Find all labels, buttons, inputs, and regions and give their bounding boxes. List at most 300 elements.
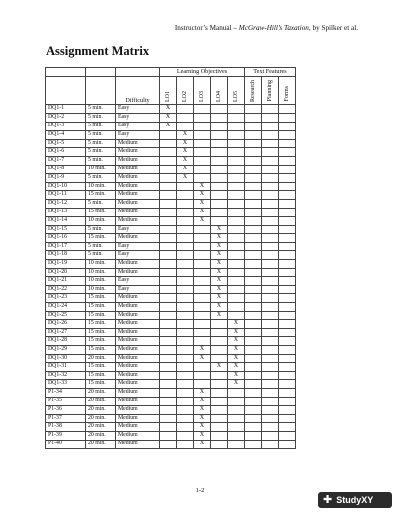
- time-cell: 5 min.: [86, 242, 116, 251]
- table-row: [46, 131, 296, 140]
- column-header-row: [46, 76, 296, 105]
- page-header: [175, 24, 358, 32]
- time-cell: 5 min.: [86, 148, 116, 157]
- difficulty-cell: Easy: [116, 251, 160, 260]
- time-cell: 10 min.: [86, 277, 116, 286]
- lo4-cell: [211, 328, 228, 337]
- forms-header: Forms: [279, 76, 296, 105]
- table-row: [46, 105, 296, 114]
- problem-id-cell: DQ1-15: [46, 225, 86, 234]
- research-cell: [245, 423, 262, 432]
- problem-id-cell: DQ1-31: [46, 363, 86, 372]
- planning-cell: [262, 423, 279, 432]
- research-cell: [245, 131, 262, 140]
- lo5-cell: [228, 113, 245, 122]
- forms-cell: [279, 113, 296, 122]
- lo1-cell: [160, 165, 177, 174]
- time-cell: 20 min.: [86, 388, 116, 397]
- lo4-cell: [211, 165, 228, 174]
- lo4-cell: [211, 380, 228, 389]
- lo2-cell: [177, 440, 194, 449]
- lo3-cell: X: [194, 199, 211, 208]
- forms-cell: [279, 277, 296, 286]
- lo3-cell: X: [194, 406, 211, 415]
- lo2-cell: [177, 208, 194, 217]
- lo3-header: LO3: [194, 76, 211, 105]
- difficulty-cell: Medium: [116, 363, 160, 372]
- lo2-cell: [177, 242, 194, 251]
- research-cell: [245, 431, 262, 440]
- table-row: [46, 217, 296, 226]
- difficulty-cell: Medium: [116, 423, 160, 432]
- lo1-cell: [160, 406, 177, 415]
- difficulty-cell: Medium: [116, 431, 160, 440]
- research-cell: [245, 440, 262, 449]
- planning-cell: [262, 285, 279, 294]
- research-cell: [245, 414, 262, 423]
- problem-id-cell: DQ1-17: [46, 242, 86, 251]
- time-cell: 20 min.: [86, 423, 116, 432]
- research-cell: [245, 113, 262, 122]
- research-cell: [245, 139, 262, 148]
- forms-cell: [279, 285, 296, 294]
- lo2-cell: [177, 406, 194, 415]
- lo5-cell: [228, 423, 245, 432]
- lo2-cell: [177, 320, 194, 329]
- lo4-cell: X: [211, 311, 228, 320]
- lo2-cell: [177, 354, 194, 363]
- lo2-cell: X: [177, 148, 194, 157]
- lo2-cell: [177, 217, 194, 226]
- research-cell: [245, 285, 262, 294]
- forms-cell: [279, 328, 296, 337]
- time-cell: 5 min.: [86, 251, 116, 260]
- time-cell: 10 min.: [86, 182, 116, 191]
- lo1-cell: [160, 139, 177, 148]
- problem-id-cell: DQ1-29: [46, 346, 86, 355]
- lo5-cell: [228, 191, 245, 200]
- planning-cell: [262, 406, 279, 415]
- lo3-cell: [194, 156, 211, 165]
- lo2-cell: [177, 260, 194, 269]
- lo3-cell: [194, 337, 211, 346]
- lo2-cell: X: [177, 131, 194, 140]
- lo3-cell: [194, 139, 211, 148]
- lo2-cell: [177, 423, 194, 432]
- time-cell: 15 min.: [86, 294, 116, 303]
- problem-id-cell: DQ1-22: [46, 285, 86, 294]
- lo4-cell: X: [211, 242, 228, 251]
- table-row: [46, 174, 296, 183]
- lo2-cell: [177, 431, 194, 440]
- lo2-cell: [177, 337, 194, 346]
- forms-cell: [279, 165, 296, 174]
- problem-id-cell: DQ1-24: [46, 303, 86, 312]
- planning-cell: [262, 354, 279, 363]
- problem-id-cell: DQ1-16: [46, 234, 86, 243]
- table-row: [46, 346, 296, 355]
- lo2-cell: [177, 346, 194, 355]
- time-cell: 5 min.: [86, 105, 116, 114]
- planning-cell: [262, 311, 279, 320]
- difficulty-cell: Medium: [116, 406, 160, 415]
- lo3-cell: [194, 105, 211, 114]
- lo1-cell: [160, 199, 177, 208]
- forms-cell: [279, 423, 296, 432]
- table-row: [46, 260, 296, 269]
- lo3-cell: [194, 251, 211, 260]
- problem-id-cell: DQ1-32: [46, 371, 86, 380]
- lo2-cell: [177, 277, 194, 286]
- difficulty-cell: Medium: [116, 268, 160, 277]
- problem-id-cell: DQ1-2: [46, 113, 86, 122]
- planning-cell: [262, 380, 279, 389]
- lo1-cell: [160, 251, 177, 260]
- difficulty-cell: Medium: [116, 380, 160, 389]
- time-cell: 15 min.: [86, 234, 116, 243]
- lo1-cell: [160, 131, 177, 140]
- lo4-cell: [211, 122, 228, 131]
- lo3-cell: X: [194, 354, 211, 363]
- matrix-body: [46, 105, 296, 449]
- lo1-cell: [160, 208, 177, 217]
- table-row: [46, 277, 296, 286]
- lo5-cell: [228, 388, 245, 397]
- lo5-cell: [228, 277, 245, 286]
- forms-cell: [279, 105, 296, 114]
- difficulty-cell: Medium: [116, 303, 160, 312]
- lo3-cell: [194, 311, 211, 320]
- lo1-cell: [160, 156, 177, 165]
- time-cell: 10 min.: [86, 285, 116, 294]
- lo3-cell: [194, 113, 211, 122]
- lo2-cell: [177, 328, 194, 337]
- lo5-cell: [228, 225, 245, 234]
- research-cell: [245, 217, 262, 226]
- lo4-cell: [211, 174, 228, 183]
- planning-cell: [262, 174, 279, 183]
- planning-cell: [262, 251, 279, 260]
- planning-cell: [262, 363, 279, 372]
- research-cell: [245, 346, 262, 355]
- lo1-cell: X: [160, 105, 177, 114]
- lo1-cell: [160, 320, 177, 329]
- forms-cell: [279, 311, 296, 320]
- page-title: Assignment Matrix: [46, 44, 150, 58]
- problem-id-cell: DQ1-7: [46, 156, 86, 165]
- time-cell: 5 min.: [86, 113, 116, 122]
- planning-cell: [262, 165, 279, 174]
- lo4-cell: [211, 139, 228, 148]
- difficulty-cell: Medium: [116, 174, 160, 183]
- planning-cell: [262, 122, 279, 131]
- lo5-cell: [228, 397, 245, 406]
- difficulty-cell: Medium: [116, 440, 160, 449]
- lo2-cell: [177, 251, 194, 260]
- lo3-cell: [194, 131, 211, 140]
- assignment-matrix-table: [45, 67, 296, 449]
- forms-cell: [279, 380, 296, 389]
- research-cell: [245, 328, 262, 337]
- table-row: [46, 242, 296, 251]
- lo1-cell: [160, 431, 177, 440]
- lo3-cell: X: [194, 182, 211, 191]
- lo2-cell: [177, 380, 194, 389]
- lo4-cell: [211, 320, 228, 329]
- lo1-cell: X: [160, 122, 177, 131]
- problem-id-cell: DQ1-10: [46, 182, 86, 191]
- table-row: [46, 294, 296, 303]
- lo3-cell: [194, 268, 211, 277]
- lo4-cell: X: [211, 251, 228, 260]
- lo3-cell: X: [194, 440, 211, 449]
- lo4-cell: [211, 199, 228, 208]
- lo1-cell: [160, 423, 177, 432]
- difficulty-cell: Easy: [116, 105, 160, 114]
- lo4-cell: [211, 431, 228, 440]
- forms-cell: [279, 397, 296, 406]
- lo1-cell: [160, 388, 177, 397]
- problem-id-cell: DQ1-23: [46, 294, 86, 303]
- problem-id-cell: P1-36: [46, 406, 86, 415]
- research-cell: [245, 174, 262, 183]
- lo4-cell: [211, 217, 228, 226]
- planning-cell: [262, 397, 279, 406]
- forms-cell: [279, 182, 296, 191]
- lo1-cell: [160, 191, 177, 200]
- lo1-cell: [160, 303, 177, 312]
- lo1-cell: [160, 234, 177, 243]
- header-suffix: by Spilker et al.: [310, 24, 358, 32]
- difficulty-cell: Medium: [116, 148, 160, 157]
- lo3-cell: [194, 320, 211, 329]
- table-row: [46, 303, 296, 312]
- table-row: [46, 337, 296, 346]
- forms-cell: [279, 225, 296, 234]
- lo1-cell: [160, 225, 177, 234]
- problem-id-cell: DQ1-13: [46, 208, 86, 217]
- research-cell: [245, 397, 262, 406]
- lo4-cell: X: [211, 268, 228, 277]
- lo5-cell: [228, 165, 245, 174]
- lo1-cell: [160, 285, 177, 294]
- lo3-cell: X: [194, 191, 211, 200]
- blank-cell: [86, 68, 116, 77]
- time-cell: 15 min.: [86, 346, 116, 355]
- planning-cell: [262, 191, 279, 200]
- forms-cell: [279, 148, 296, 157]
- time-cell: 5 min.: [86, 156, 116, 165]
- lo1-cell: [160, 337, 177, 346]
- lo1-cell: [160, 397, 177, 406]
- lo5-cell: [228, 285, 245, 294]
- lo5-cell: [228, 294, 245, 303]
- planning-header: Planning: [262, 76, 279, 105]
- table-row: [46, 388, 296, 397]
- text-features-header: Text Features: [245, 68, 296, 77]
- difficulty-cell: Easy: [116, 285, 160, 294]
- planning-cell: [262, 234, 279, 243]
- table-row: [46, 440, 296, 449]
- forms-cell: [279, 208, 296, 217]
- time-cell: 5 min.: [86, 122, 116, 131]
- difficulty-cell: Medium: [116, 234, 160, 243]
- research-cell: [245, 191, 262, 200]
- planning-cell: [262, 242, 279, 251]
- lo1-cell: [160, 371, 177, 380]
- planning-cell: [262, 440, 279, 449]
- header-prefix: Instructor’s Manual –: [174, 24, 239, 32]
- lo1-cell: [160, 311, 177, 320]
- studyxy-logo: [318, 492, 392, 508]
- time-cell: 5 min.: [86, 199, 116, 208]
- lo4-cell: X: [211, 363, 228, 372]
- problem-id-cell: DQ1-27: [46, 328, 86, 337]
- difficulty-cell: Medium: [116, 337, 160, 346]
- problem-id-cell: DQ1-33: [46, 380, 86, 389]
- time-cell: 20 min.: [86, 414, 116, 423]
- forms-cell: [279, 406, 296, 415]
- planning-cell: [262, 148, 279, 157]
- table-row: [46, 182, 296, 191]
- difficulty-cell: Medium: [116, 260, 160, 269]
- forms-cell: [279, 174, 296, 183]
- planning-cell: [262, 371, 279, 380]
- lo3-cell: X: [194, 346, 211, 355]
- forms-cell: [279, 294, 296, 303]
- table-row: [46, 328, 296, 337]
- planning-cell: [262, 208, 279, 217]
- forms-cell: [279, 139, 296, 148]
- lo5-cell: [228, 431, 245, 440]
- planning-cell: [262, 294, 279, 303]
- lo2-cell: [177, 285, 194, 294]
- time-cell: 15 min.: [86, 371, 116, 380]
- time-cell: 15 min.: [86, 320, 116, 329]
- planning-cell: [262, 337, 279, 346]
- lo1-cell: [160, 174, 177, 183]
- lo2-cell: X: [177, 165, 194, 174]
- lo2-cell: [177, 303, 194, 312]
- lo1-header: LO1: [160, 76, 177, 105]
- difficulty-cell: Easy: [116, 242, 160, 251]
- table-row: [46, 320, 296, 329]
- lo5-cell: X: [228, 380, 245, 389]
- time-cell: 20 min.: [86, 431, 116, 440]
- time-cell: 20 min.: [86, 354, 116, 363]
- difficulty-cell: Easy: [116, 113, 160, 122]
- problem-id-cell: DQ1-3: [46, 122, 86, 131]
- table-row: [46, 354, 296, 363]
- problem-id-cell: DQ1-4: [46, 131, 86, 140]
- lo4-cell: [211, 371, 228, 380]
- lo4-cell: [211, 354, 228, 363]
- lo4-cell: X: [211, 234, 228, 243]
- table-row: [46, 199, 296, 208]
- table-row: [46, 225, 296, 234]
- forms-cell: [279, 234, 296, 243]
- forms-cell: [279, 346, 296, 355]
- lo2-cell: [177, 414, 194, 423]
- problem-id-cell: DQ1-19: [46, 260, 86, 269]
- planning-cell: [262, 346, 279, 355]
- table-row: [46, 165, 296, 174]
- lo4-cell: X: [211, 260, 228, 269]
- planning-cell: [262, 388, 279, 397]
- lo5-cell: [228, 217, 245, 226]
- difficulty-cell: Medium: [116, 354, 160, 363]
- difficulty-cell: Easy: [116, 225, 160, 234]
- lo1-cell: [160, 346, 177, 355]
- lo2-cell: [177, 311, 194, 320]
- problem-id-cell: P1-40: [46, 440, 86, 449]
- problem-id-cell: DQ1-20: [46, 268, 86, 277]
- forms-cell: [279, 156, 296, 165]
- table-row: [46, 148, 296, 157]
- lo3-cell: [194, 174, 211, 183]
- problem-id-cell: DQ1-5: [46, 139, 86, 148]
- lo5-cell: X: [228, 337, 245, 346]
- planning-cell: [262, 268, 279, 277]
- lo2-cell: [177, 234, 194, 243]
- table-row: [46, 423, 296, 432]
- blank-cell: [46, 76, 86, 105]
- planning-cell: [262, 105, 279, 114]
- problem-id-cell: DQ1-6: [46, 148, 86, 157]
- lo5-cell: X: [228, 363, 245, 372]
- lo5-cell: [228, 122, 245, 131]
- difficulty-cell: Medium: [116, 156, 160, 165]
- lo5-cell: [228, 268, 245, 277]
- lo5-cell: [228, 311, 245, 320]
- lo1-cell: [160, 354, 177, 363]
- lo4-cell: [211, 191, 228, 200]
- research-cell: [245, 208, 262, 217]
- difficulty-cell: Medium: [116, 182, 160, 191]
- lo4-cell: [211, 388, 228, 397]
- table-row: [46, 191, 296, 200]
- lo1-cell: X: [160, 113, 177, 122]
- lo2-cell: [177, 268, 194, 277]
- time-cell: 20 min.: [86, 440, 116, 449]
- lo3-cell: X: [194, 431, 211, 440]
- lo5-cell: [228, 251, 245, 260]
- lo5-cell: [228, 182, 245, 191]
- lo4-cell: [211, 423, 228, 432]
- research-cell: [245, 406, 262, 415]
- planning-cell: [262, 431, 279, 440]
- lo1-cell: [160, 242, 177, 251]
- header-book-title: McGraw-Hill’s Taxation,: [238, 24, 311, 32]
- planning-cell: [262, 225, 279, 234]
- table-row: [46, 431, 296, 440]
- planning-cell: [262, 199, 279, 208]
- lo3-cell: [194, 122, 211, 131]
- lo2-cell: [177, 294, 194, 303]
- lo4-cell: [211, 346, 228, 355]
- research-cell: [245, 234, 262, 243]
- lo5-cell: [228, 148, 245, 157]
- blank-cell: [116, 68, 160, 77]
- forms-cell: [279, 414, 296, 423]
- time-cell: 10 min.: [86, 268, 116, 277]
- lo2-cell: X: [177, 156, 194, 165]
- forms-cell: [279, 440, 296, 449]
- lo4-cell: X: [211, 303, 228, 312]
- problem-id-cell: DQ1-18: [46, 251, 86, 260]
- problem-id-cell: DQ1-9: [46, 174, 86, 183]
- research-cell: [245, 388, 262, 397]
